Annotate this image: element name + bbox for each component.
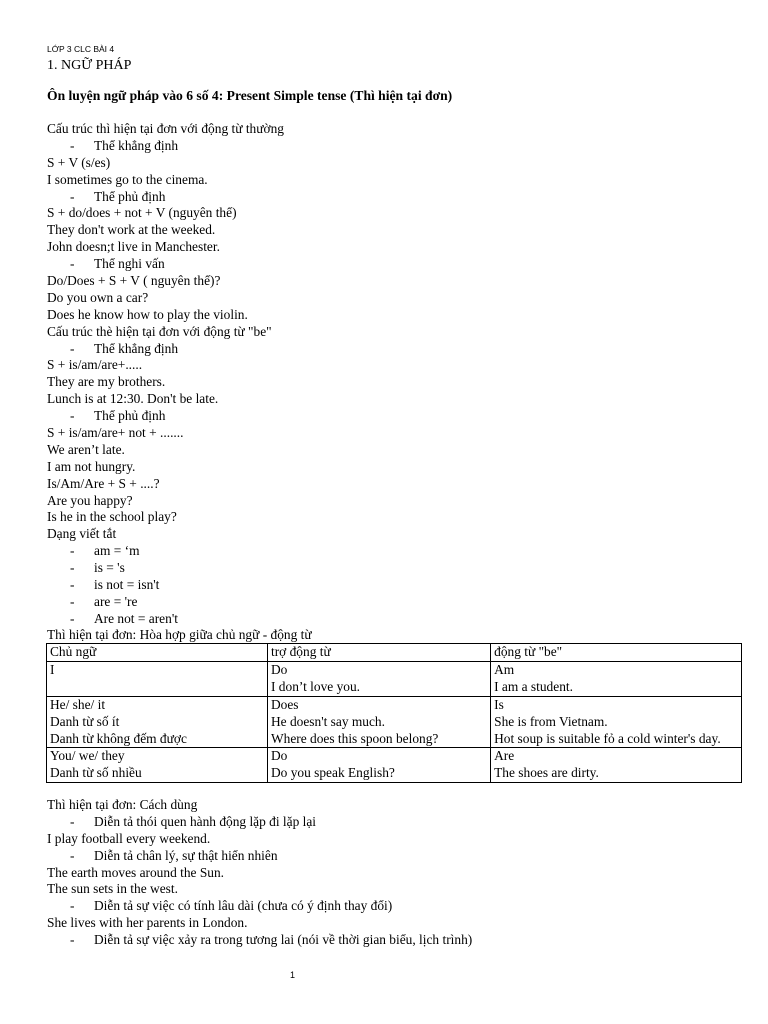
cell-line: He/ she/ it: [50, 696, 106, 712]
line-text: Is he in the school play?: [47, 509, 177, 525]
bullet-line: [47, 189, 747, 206]
dash-bullet-icon: -: [70, 408, 75, 424]
cell-line: The shoes are dirty.: [494, 765, 599, 781]
text-line: [47, 155, 747, 172]
line-text: I am not hungry.: [47, 458, 136, 474]
text-line: [47, 357, 747, 374]
cell-line: Is: [494, 696, 504, 712]
line-text: S + V (s/es): [47, 154, 111, 170]
table-cell: [268, 696, 491, 748]
line-text: Thì hiện tại đơn: Cách dùng: [47, 797, 198, 812]
text-line: [47, 526, 747, 543]
text-line: [47, 915, 747, 932]
dash-bullet-icon: -: [70, 256, 75, 272]
bullet-line: [47, 848, 747, 865]
bullet-line: [47, 932, 747, 949]
line-text: Is/Am/Are + S + ....?: [47, 475, 160, 491]
dash-bullet-icon: -: [70, 137, 75, 153]
cell-line: Do you speak English?: [271, 765, 395, 781]
cell-line: Do: [271, 661, 288, 677]
line-text: Diễn tả thói quen hành động lặp đi lặp lại: [94, 813, 317, 829]
line-text: They are my brothers.: [47, 374, 166, 390]
line-text: is = 's: [94, 560, 125, 576]
dash-bullet-icon: -: [70, 543, 75, 559]
line-text: Diễn tả chân lý, sự thật hiển nhiên: [94, 847, 278, 863]
cell-line: I: [50, 661, 55, 677]
text-line: [47, 222, 747, 239]
lesson-subtitle: Ôn luyện ngữ pháp vào 6 số 4: Present Simple tense (Thì hiện tại đơn): [47, 88, 453, 103]
table-cell: [491, 748, 742, 783]
line-text: Lunch is at 12:30. Don't be late.: [47, 391, 219, 407]
text-line: [47, 797, 747, 814]
text-line: [47, 493, 747, 510]
section-heading: 1. NGỮ PHÁP: [47, 58, 132, 73]
line-text: The earth moves around the Sun.: [47, 864, 225, 880]
table-row: [47, 696, 742, 748]
text-line: [47, 273, 747, 290]
table-header-cell: trợ động từ: [268, 644, 491, 662]
cell-line: Danh từ không đếm được: [50, 730, 187, 746]
cell-line: Danh từ số nhiều: [50, 765, 142, 781]
cell-line: I don’t love you.: [271, 678, 361, 694]
line-text: Diễn tả sự việc xảy ra trong tương lai (nói về thời gian biểu, lịch trình): [94, 932, 473, 948]
cell-line: Am: [494, 661, 515, 677]
cell-line: He doesn't say much.: [271, 713, 385, 729]
text-line: [47, 881, 747, 898]
dash-bullet-icon: -: [70, 813, 75, 829]
bullet-line: [47, 594, 747, 611]
dash-bullet-icon: -: [70, 593, 75, 609]
cell-line: Hot soup is suitable fỏ a cold winter's day.: [494, 730, 721, 746]
table-header-cell: động từ "be": [491, 644, 742, 662]
line-text: Thể khẳng định: [94, 137, 179, 153]
bullet-line: [47, 611, 747, 628]
text-line: [47, 476, 747, 493]
dash-bullet-icon: -: [70, 847, 75, 863]
bullet-line: [47, 138, 747, 155]
table-cell: [47, 696, 268, 748]
table-cell: [47, 748, 268, 783]
text-line: [47, 290, 747, 307]
line-text: S + do/does + not + V (nguyên thể): [47, 205, 237, 221]
cell-line: Where does this spoon belong?: [271, 730, 439, 746]
subject-verb-agreement-table: [46, 643, 742, 783]
line-text: am = ‘m: [94, 543, 140, 559]
line-text: Do you own a car?: [47, 289, 149, 305]
text-line: [47, 831, 747, 848]
table-cell: [47, 661, 268, 696]
line-text: S + is/am/are+ not + .......: [47, 425, 184, 441]
bullet-line: [47, 898, 747, 915]
bullet-line: [47, 408, 747, 425]
line-text: Are you happy?: [47, 492, 133, 508]
header-class-label: LỚP 3 CLC BÀI 4: [47, 44, 115, 54]
line-text: S + is/am/are+.....: [47, 357, 143, 373]
line-text: Are not = aren't: [94, 610, 178, 626]
cell-line: Are: [494, 748, 515, 764]
line-text: Thể khẳng định: [94, 340, 179, 356]
line-text: They don't work at the weeked.: [47, 222, 216, 238]
line-text: Cấu trúc thì hiện tại đơn với động từ thường: [47, 121, 284, 136]
line-text: Does he know how to play the violin.: [47, 306, 248, 322]
line-text: I play football every weekend.: [47, 830, 211, 846]
line-text: is not = isn't: [94, 577, 160, 593]
text-line: [47, 374, 747, 391]
text-line: [47, 865, 747, 882]
text-line: [47, 205, 747, 222]
dash-bullet-icon: -: [70, 577, 75, 593]
line-text: Thể phủ định: [94, 408, 166, 424]
bullet-line: [47, 560, 747, 577]
page-number: 1: [290, 970, 296, 980]
table-cell: [268, 661, 491, 696]
text-line: [47, 239, 747, 256]
cell-line: She is from Vietnam.: [494, 713, 608, 729]
line-text: Thể nghi vấn: [94, 256, 165, 272]
cell-line: Does: [271, 696, 299, 712]
dash-bullet-icon: -: [70, 898, 75, 914]
table-header-row: [47, 644, 742, 662]
text-line: [47, 172, 747, 189]
table-header-cell: Chủ ngữ: [47, 644, 268, 662]
bullet-line: [47, 256, 747, 273]
text-line: [47, 509, 747, 526]
dash-bullet-icon: -: [70, 610, 75, 626]
bullet-line: [47, 814, 747, 831]
line-text: The sun sets in the west.: [47, 881, 178, 897]
line-text: Cấu trúc thè hiện tại đơn với động từ "be": [47, 323, 272, 339]
line-text: Dạng viết tắt: [47, 526, 117, 542]
table-cell: [268, 748, 491, 783]
line-text: Do/Does + S + V ( nguyên thể)?: [47, 273, 221, 289]
text-line: [47, 391, 747, 408]
line-text: John doesn;t live in Manchester.: [47, 239, 220, 255]
line-text: Thể phủ định: [94, 188, 166, 204]
text-line: [47, 121, 747, 138]
grammar-notes-part1: [47, 121, 747, 628]
bullet-line: [47, 543, 747, 560]
dash-bullet-icon: -: [70, 188, 75, 204]
text-line: [47, 307, 747, 324]
line-text: are = 're: [94, 593, 138, 609]
table-cell: [491, 696, 742, 748]
dash-bullet-icon: -: [70, 340, 75, 356]
text-line: [47, 425, 747, 442]
text-line: [47, 442, 747, 459]
dash-bullet-icon: -: [70, 560, 75, 576]
table-title: Thì hiện tại đơn: Hòa hợp giữa chủ ngữ - động từ: [47, 627, 312, 642]
line-text: She lives with her parents in London.: [47, 915, 248, 931]
bullet-line: [47, 577, 747, 594]
line-text: I sometimes go to the cinema.: [47, 171, 208, 187]
cell-line: I am a student.: [494, 678, 573, 694]
line-text: We aren’t late.: [47, 441, 125, 457]
text-line: [47, 324, 747, 341]
cell-line: Danh từ số ít: [50, 713, 120, 729]
dash-bullet-icon: -: [70, 932, 75, 948]
line-text: Diễn tả sự việc có tính lâu dài (chưa có ý định thay đổi): [94, 898, 393, 914]
grammar-notes-part2: [47, 797, 747, 949]
text-line: [47, 459, 747, 476]
table-row: [47, 661, 742, 696]
cell-line: You/ we/ they: [50, 748, 125, 764]
bullet-line: [47, 341, 747, 358]
cell-line: Do: [271, 748, 288, 764]
table-cell: [491, 661, 742, 696]
table-row: [47, 748, 742, 783]
